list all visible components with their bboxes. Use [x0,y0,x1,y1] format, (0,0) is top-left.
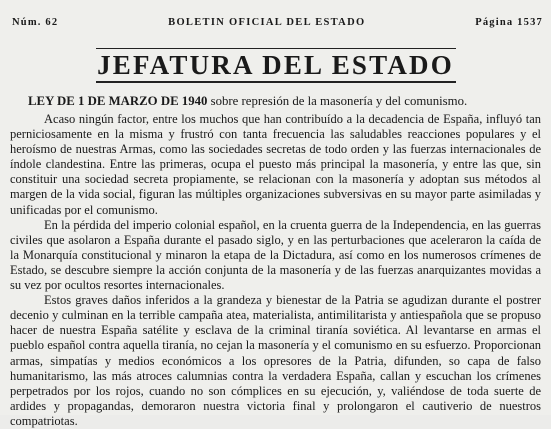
article-body [10,112,541,429]
title-rule-top [96,48,456,49]
paragraph: Estos graves daños inferidos a la grandeza y bienestar de la Patria se agudizan durante el postrer decenio y culminan en la terrible campaña atea, materialista, antimilitarista y antiespañola que se propuso hacer de nuestra España satélite y esclava de la criminal tiranía soviética. Al levantarse en armas el pueblo español contra aquella tiranía, no cejan la masonería y el comunismo en su esfuerzo. Proporcionan armas, simpatías y medios económicos a los opresores de la Patria, difunden, so capa de falso humanitarismo, las más atroces calumnias contra la verdadera España, callan y escuchan los crímenes perpetrados por los rojos, cuando no son cómplices en su ejecución, y, valiéndose de toda suerte de ardides y propagandas, demoraron nuestra victoria final y prolongaron el cautiverio de nuestros compatriotas. [10,293,541,428]
publication-name: BOLETIN OFICIAL DEL ESTADO [168,16,366,28]
paragraph: En la pérdida del imperio colonial español, en la cruenta guerra de la Independencia, en las guerras civiles que asolaron a España durante el pasado siglo, y en las perturbaciones que aceleraron la caída de la Monarquía constitucional y minaron la etapa de la Dictadura, así como en los numerosos crímenes de Estado, se descubre siempre la acción conjunta de la masonería y de las fuerzas anarquizantes movidas a su vez por ocultos resortes internacionales. [10,217,541,293]
issue-number: Núm. 62 [12,16,59,28]
law-heading-subject: sobre represión de la masonería y del comunismo. [207,94,468,108]
title-rule-bottom [96,81,456,83]
law-heading-date: LEY DE 1 DE MARZO DE 1940 [28,94,208,108]
page-number: Página 1537 [475,16,543,28]
page-header [12,14,543,30]
paragraph: Acaso ningún factor, entre los muchos que han contribuído a la decadencia de España, influyó tan perniciosamente en la misma y frustró con tanta frecuencia las saludables reacciones populares y el heroísmo de nuestras Armas, como las sociedades secretas de todo orden y las fuerzas internacionales de índole clandestina. Entre las primeras, ocupa el puesto más principal la masonería, y entre las que, sin constituir una sociedad secreta propiamente, se relacionan con la masonería y adoptan sus métodos al margen de la vida social, figuran las múltiples organizaciones subversivas en su mayor parte asimiladas y unificadas por el comunismo. [10,112,541,217]
law-heading [28,94,541,109]
section-title: JEFATURA DEL ESTADO [97,50,454,80]
